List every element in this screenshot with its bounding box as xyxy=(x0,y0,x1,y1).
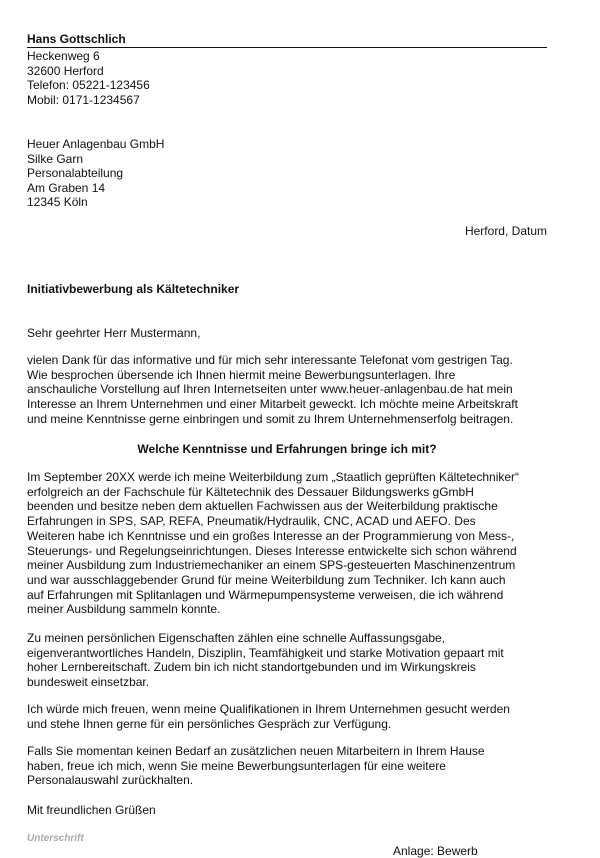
recipient-address xyxy=(27,137,164,210)
salutation: Sehr geehrter Herr Mustermann, xyxy=(27,326,201,340)
recipient-city: 12345 Köln xyxy=(27,195,88,209)
place-date: Herford, Datum xyxy=(464,224,547,238)
sender-city: 32600 Herford xyxy=(27,63,104,78)
sender-name: Hans Gottschlich xyxy=(27,32,126,46)
paragraph-line: und stehe Ihnen gerne für ein persönliches Gespräch zur Verfügung. xyxy=(27,716,392,731)
paragraph-line: Falls Sie momentan keinen Bedarf an zusätzlichen neuen Mitarbeitern in Ihrem Hause xyxy=(27,744,485,758)
paragraph-line: eigenverantwortliches Handeln, Disziplin, Teamfähigkeit und starke Motivation gepaart mit xyxy=(27,645,504,660)
header-rule xyxy=(27,47,547,48)
recipient-person: Silke Garn xyxy=(27,151,84,166)
sender-street: Heckenweg 6 xyxy=(27,49,100,63)
sender-address xyxy=(27,49,150,107)
paragraph-line: meiner Ausbildung zum Industriemechaniker an einem SPS-gesteuerten Maschinenzentrum xyxy=(27,558,516,573)
paragraph-line: Interesse an Ihrem Unternehmen und einer Mitarbeit geweckt. Ich möchte meine Arbeitskraft xyxy=(27,397,518,412)
recipient-company: Heuer Anlagenbau GmbH xyxy=(27,137,165,151)
paragraph-line: Steuerungs- und Regelungseinrichtungen. Dieses Interesse entwickelte sich schon während xyxy=(27,543,517,558)
paragraph-line: beenden und besitze neben dem aktuellen Fachwissen aus der Weiterbildung praktische xyxy=(27,499,498,514)
paragraph-line: haben, freue ich mich, wenn Sie meine Bewerbungsunterlagen für eine weitere xyxy=(27,758,446,773)
paragraph-line: und meine Kenntnisse gerne einbringen und somit zu Ihrem Unternehmenserfolg beitragen. xyxy=(27,411,514,426)
paragraph-line: Personalauswahl zurückhalten. xyxy=(27,773,194,788)
paragraph-line: vielen Dank für das informative und für mich sehr interessante Telefonat vom gestrigen Tag. xyxy=(27,353,513,367)
paragraph-line: und war ausschlaggebender Grund für meine Weiterbildung zum Techniker. Ich kann auch xyxy=(27,572,506,587)
paragraph-personal-traits xyxy=(27,631,547,690)
paragraph-line: erfolgreich an der Fachschule für Kältetechnik des Dessauer Bildungswerks gGmbH xyxy=(27,484,474,499)
paragraph-line: anschauliche Vorstellung auf Ihren Internetseiten unter www.heuer-anlagenbau.de hat mein xyxy=(27,382,513,397)
paragraph-line: meiner Ausbildung sammeln konnte. xyxy=(27,602,221,617)
paragraph-line: Zu meinen persönlichen Eigenschaften zählen eine schnelle Auffassungsgabe, xyxy=(27,631,446,645)
paragraph-line: Weiteren habe ich Kenntnisse und ein großes Interesse an der Programmierung von Mess-, xyxy=(27,528,515,543)
closing: Mit freundlichen Grüßen xyxy=(27,803,156,817)
paragraph-intro xyxy=(27,353,547,427)
paragraph-keep-on-file xyxy=(27,744,547,788)
paragraph-line: auf Erfahrungen mit Splitanlagen und Wärmepumpensysteme verweisen, die ich während xyxy=(27,587,504,602)
letter-subject: Initiativbewerbung als Kältetechniker xyxy=(27,282,240,296)
paragraph-line: hoher Lernbereitschaft. Zudem bin ich nicht standortgebunden und im Wirkungskreis xyxy=(27,660,476,675)
recipient-department: Personalabteilung xyxy=(27,166,124,180)
paragraph-line: bundesweit einsetzbar. xyxy=(27,675,150,690)
paragraph-line: Im September 20XX werde ich meine Weiterbildung zum „Staatlich geprüften Kältetechniker“ xyxy=(27,470,520,484)
paragraph-line: Wie besprochen übersende ich Ihnen hiermit meine Bewerbungsunterlagen. Ihre xyxy=(27,367,456,382)
paragraph-line: Ich würde mich freuen, wenn meine Qualifikationen in Ihrem Unternehmen gesucht werden xyxy=(27,702,510,716)
section-heading: Welche Kenntnisse und Erfahrungen bringe ich mit? xyxy=(137,442,437,456)
sender-phone: Telefon: 05221-123456 xyxy=(27,78,150,92)
paragraph-line: Erfahrungen in SPS, SAP, REFA, Pneumatik/Hydraulik, CNC, ACAD und AEFO. Des xyxy=(27,514,476,529)
sender-mobile: Mobil: 0171-1234567 xyxy=(27,92,140,107)
paragraph-interview xyxy=(27,702,547,731)
paragraph-qualifications xyxy=(27,470,547,617)
recipient-street: Am Graben 14 xyxy=(27,180,106,195)
signature-label: Unterschrift xyxy=(27,833,84,844)
signature-name: Anlage: Bewerb xyxy=(393,844,478,858)
